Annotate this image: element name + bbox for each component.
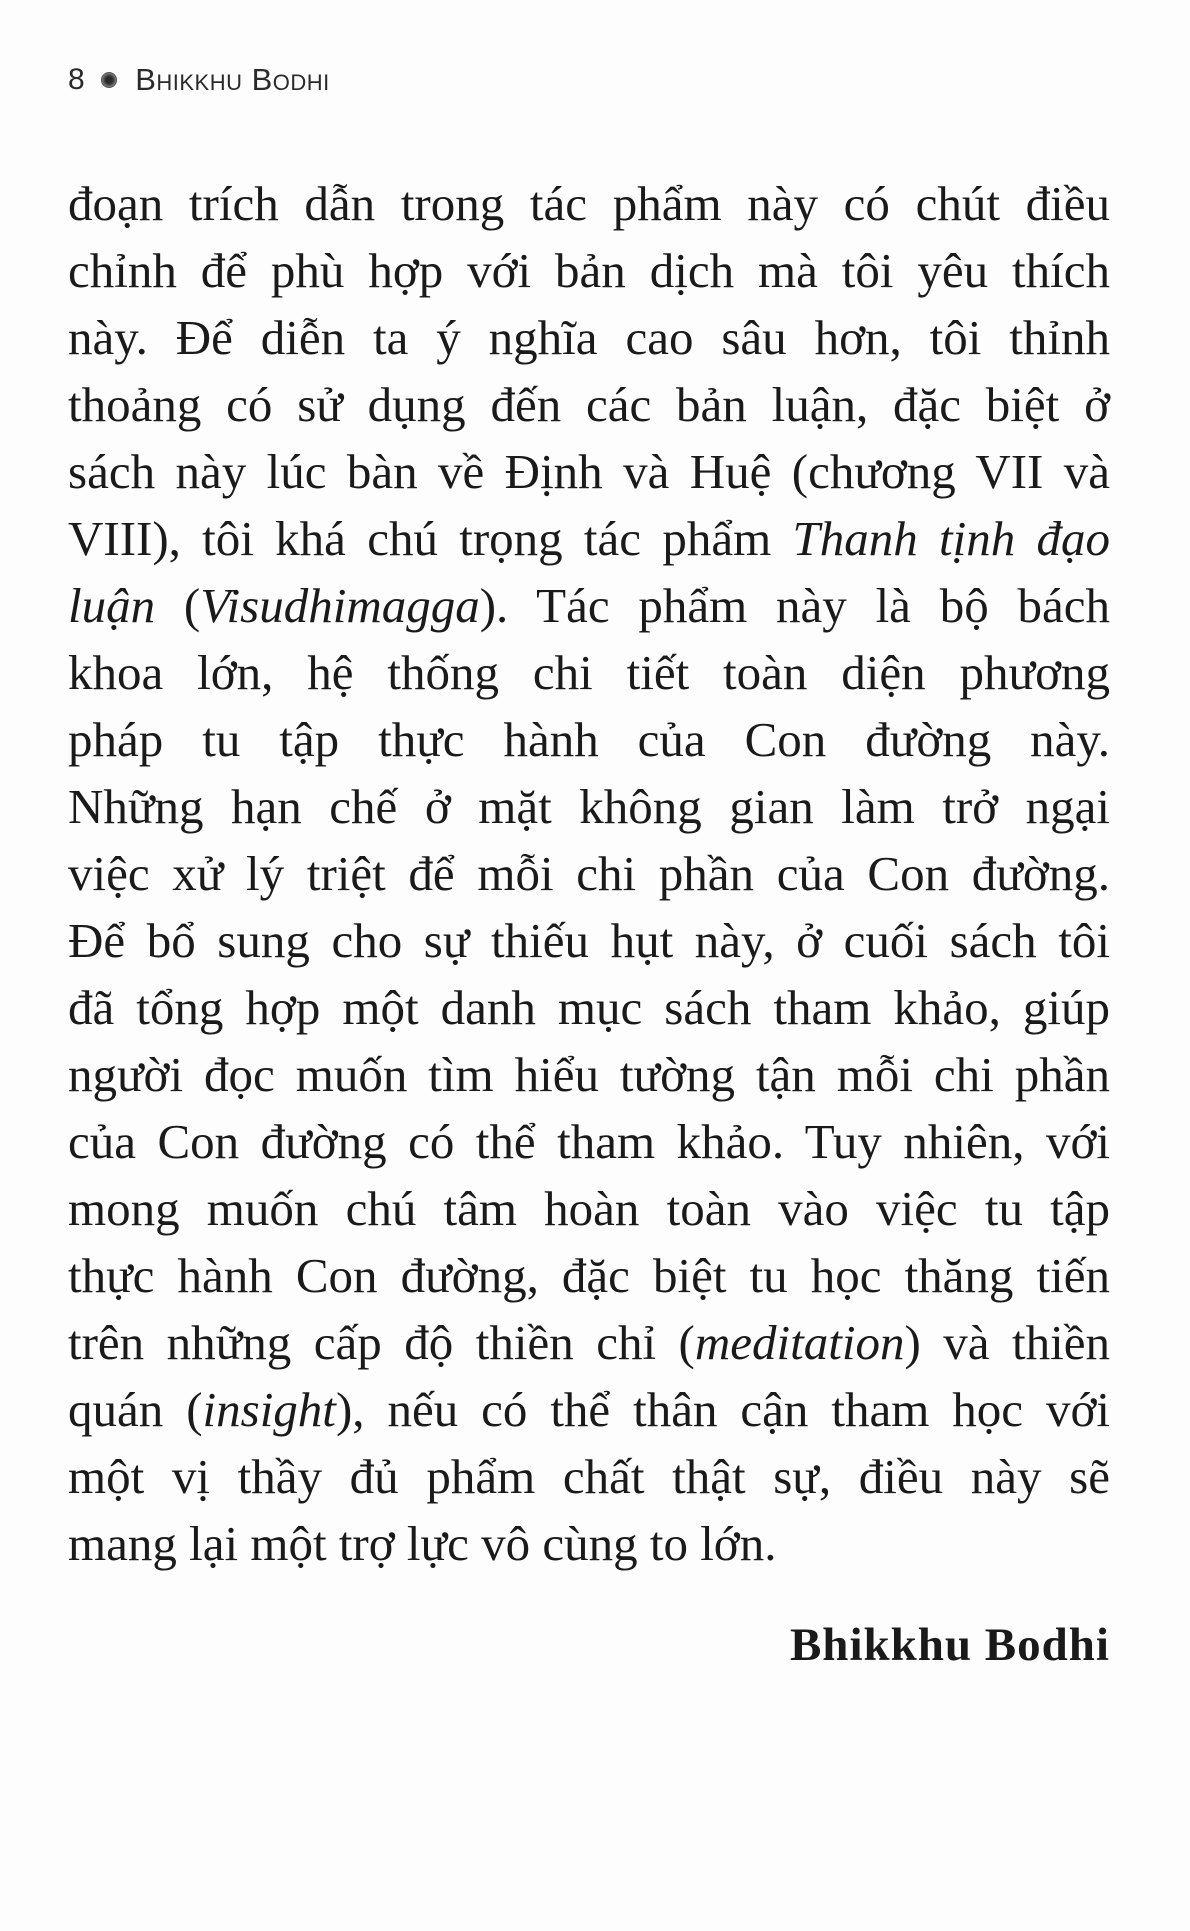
author-signature: Bhikkhu Bodhi	[789, 1619, 1110, 1671]
text-line: đoạn trích dẫn trong tác phẩm này có chút điều	[68, 176, 1110, 231]
header-author: Bhikkhu Bodhi	[135, 62, 330, 97]
text-line: Những hạn chế ở mặt không gian làm trở ngại	[68, 779, 1110, 834]
italic-term: Visudhimagga	[200, 578, 480, 633]
text-line: một vị thầy đủ phẩm chất thật sự, điều này sẽ	[68, 1449, 1110, 1504]
running-header	[68, 55, 330, 105]
text-line: Để bổ sung cho sự thiếu hụt này, ở cuối sách tôi	[68, 913, 1110, 968]
text-line: thực hành Con đường, đặc biệt tu học thăng tiến	[68, 1248, 1110, 1303]
text-run: ) và thiền	[904, 1315, 1111, 1370]
text-line: chỉnh để phù hợp với bản dịch mà tôi yêu thích	[68, 243, 1110, 298]
page-number: 8	[68, 63, 86, 96]
text-line: này. Để diễn ta ý nghĩa cao sâu hơn, tôi thỉnh	[68, 310, 1110, 365]
text-line: pháp tu tập thực hành của Con đường này.	[68, 712, 1110, 767]
text-run: (	[155, 578, 201, 633]
text-line: của Con đường có thể tham khảo. Tuy nhiên, với	[68, 1114, 1110, 1169]
text-run: ), nếu có thể thân cận tham học với	[335, 1382, 1110, 1437]
flower-ornament-icon	[101, 72, 117, 88]
body-paragraph	[68, 170, 1110, 1577]
text-line	[68, 572, 1110, 639]
text-line: mang lại một trợ lực vô cùng to lớn.	[68, 1516, 777, 1571]
text-run: ). Tác phẩm này là bộ bách	[479, 578, 1110, 633]
text-line: thoảng có sử dụng đến các bản luận, đặc biệt ở	[68, 377, 1110, 432]
text-line	[68, 1309, 1110, 1376]
text-line	[68, 1376, 1110, 1443]
text-line: sách này lúc bàn về Định và Huệ (chương VII và	[68, 444, 1110, 499]
text-line: đã tổng hợp một danh mục sách tham khảo, giúp	[68, 980, 1110, 1035]
text-line: mong muốn chú tâm hoàn toàn vào việc tu tập	[68, 1181, 1110, 1236]
text-run: quán (	[68, 1382, 203, 1437]
italic-term: insight	[202, 1382, 336, 1437]
text-line: việc xử lý triệt để mỗi chi phần của Con đường.	[68, 846, 1110, 901]
text-line: người đọc muốn tìm hiểu tường tận mỗi chi phần	[68, 1047, 1110, 1102]
italic-title: Thanh tịnh đạo	[792, 511, 1110, 566]
text-run: trên những cấp độ thiền chỉ (	[68, 1315, 695, 1370]
italic-title: luận	[68, 578, 156, 633]
text-line: khoa lớn, hệ thống chi tiết toàn diện phương	[68, 645, 1110, 700]
text-line	[68, 505, 1110, 572]
italic-term: meditation	[694, 1315, 905, 1370]
text-run: VIII), tôi khá chú trọng tác phẩm	[68, 511, 793, 566]
